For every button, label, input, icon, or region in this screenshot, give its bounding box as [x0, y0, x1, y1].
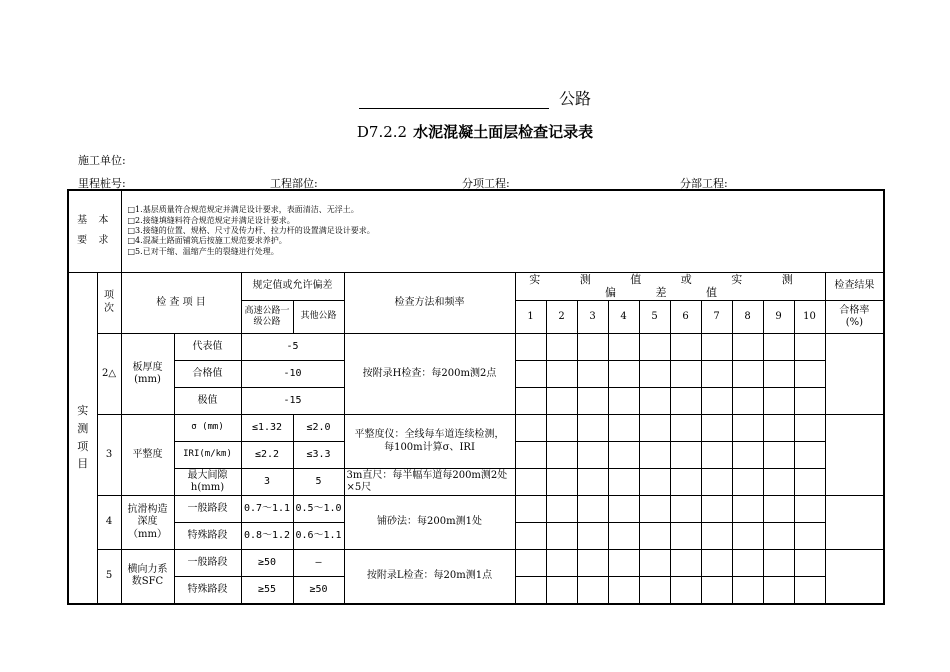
measurement-cell[interactable]: [670, 550, 701, 577]
item-name: 横向力系数SFC: [121, 550, 174, 604]
measurement-cell[interactable]: [763, 415, 794, 442]
measurement-cell[interactable]: [639, 469, 670, 496]
measurement-cell[interactable]: [546, 496, 577, 523]
item-no: 4: [97, 496, 121, 550]
measurement-cell[interactable]: [794, 334, 825, 361]
measurement-cell[interactable]: [732, 442, 763, 469]
measurement-cell[interactable]: [546, 361, 577, 388]
measurement-cell[interactable]: [732, 388, 763, 415]
measurement-cell[interactable]: [639, 550, 670, 577]
measurement-cell[interactable]: [670, 469, 701, 496]
method: 按附录H检查：每200m测2点: [344, 334, 515, 415]
measurement-cell[interactable]: [670, 361, 701, 388]
measurement-cell[interactable]: [577, 415, 608, 442]
measurement-cell[interactable]: [608, 469, 639, 496]
measurement-cell[interactable]: [577, 523, 608, 550]
measurement-cell[interactable]: [577, 442, 608, 469]
measurement-cell[interactable]: [639, 361, 670, 388]
pass-rate-cell[interactable]: [825, 334, 884, 415]
other-value: ≤3.3: [293, 442, 344, 469]
measurement-cell[interactable]: [763, 442, 794, 469]
measurement-cell[interactable]: [794, 577, 825, 604]
measurement-cell[interactable]: [670, 496, 701, 523]
measurement-cell[interactable]: [515, 442, 546, 469]
measurement-cell[interactable]: [546, 442, 577, 469]
method: 铺砂法：每200m测1处: [344, 496, 515, 550]
sub-item: 一般路段: [174, 496, 241, 523]
measurement-cell[interactable]: [639, 334, 670, 361]
item-name: 板厚度(mm): [121, 334, 174, 415]
division-label: 分部工程:: [680, 177, 728, 190]
measurement-cell[interactable]: [546, 334, 577, 361]
form-title-text: 水泥混凝土面层检查记录表: [413, 123, 594, 141]
highway-value: ≤2.2: [241, 442, 293, 469]
measurement-cell[interactable]: [763, 523, 794, 550]
spec-header: 规定值或允许偏差: [241, 272, 344, 301]
measurement-cell[interactable]: [546, 550, 577, 577]
measurement-cell[interactable]: [608, 442, 639, 469]
measurement-cell[interactable]: [732, 577, 763, 604]
measurement-cell[interactable]: [515, 523, 546, 550]
measurement-cell[interactable]: [546, 523, 577, 550]
measurement-cell[interactable]: [577, 469, 608, 496]
item-no-header: 项次: [97, 272, 121, 334]
measurement-cell[interactable]: [670, 415, 701, 442]
basic-requirements-list: [121, 190, 884, 272]
col-5: 5: [639, 301, 670, 334]
col-4: 4: [608, 301, 639, 334]
table-row: [68, 550, 884, 577]
measurement-cell[interactable]: [608, 550, 639, 577]
measurement-cell[interactable]: [639, 496, 670, 523]
measurement-cell[interactable]: [732, 334, 763, 361]
work-part-label: 工程部位:: [270, 177, 318, 190]
pass-rate-cell[interactable]: [825, 496, 884, 550]
col-2: 2: [546, 301, 577, 334]
measurement-cell[interactable]: [701, 523, 732, 550]
sub-item: IRI(m/km): [174, 442, 241, 469]
other-road-header: 其他公路: [293, 301, 344, 334]
measurement-cell[interactable]: [794, 469, 825, 496]
road-suffix: 公路: [558, 89, 591, 108]
measurement-cell[interactable]: [639, 442, 670, 469]
measurement-cell[interactable]: [763, 388, 794, 415]
measurement-cell[interactable]: [701, 577, 732, 604]
measurement-cell[interactable]: [577, 388, 608, 415]
sub-item-label: 分项工程:: [462, 177, 510, 190]
requirement-1[interactable]: □1.基层质量符合规范规定并满足设计要求，表面清洁、无浮土。: [127, 205, 359, 215]
col-7: 7: [701, 301, 732, 334]
measurement-cell[interactable]: [515, 577, 546, 604]
spec-value: -10: [241, 361, 344, 388]
highway-value: ≥55: [241, 577, 293, 604]
measurement-cell[interactable]: [794, 523, 825, 550]
item-name: 抗滑构造深度（mm）: [121, 496, 174, 550]
measured-values-header: 实 测 值 或 实 测 偏 差 值: [515, 272, 825, 301]
highway-value: 3: [241, 469, 293, 496]
measurement-cell[interactable]: [732, 496, 763, 523]
col-6: 6: [670, 301, 701, 334]
requirement-5[interactable]: □5.已对干缩、温缩产生的裂缝进行处理。: [127, 246, 279, 256]
measurement-cell[interactable]: [701, 550, 732, 577]
road-name-blank: [359, 92, 549, 109]
highway-value: ≥50: [241, 550, 293, 577]
measurement-cell[interactable]: [701, 442, 732, 469]
measurement-cell[interactable]: [732, 415, 763, 442]
highway-value: ≤1.32: [241, 415, 293, 442]
measurement-cell[interactable]: [608, 334, 639, 361]
measurement-cell[interactable]: [577, 334, 608, 361]
other-value: —: [293, 550, 344, 577]
measured-items-label: 实 测 项 目: [68, 272, 97, 604]
sub-item: 合格值: [174, 361, 241, 388]
pass-rate-cell[interactable]: [825, 415, 884, 496]
measurement-cell[interactable]: [794, 550, 825, 577]
item-no: 5: [97, 550, 121, 604]
method-header: 检查方法和频率: [344, 272, 515, 334]
measurement-cell[interactable]: [701, 334, 732, 361]
measurement-cell[interactable]: [639, 577, 670, 604]
measurement-cell[interactable]: [515, 334, 546, 361]
measurement-cell[interactable]: [670, 523, 701, 550]
col-10: 10: [794, 301, 825, 334]
pass-rate-header: 合格率(%): [825, 301, 884, 334]
measurement-cell[interactable]: [763, 496, 794, 523]
measurement-cell[interactable]: [732, 523, 763, 550]
measurement-cell[interactable]: [577, 496, 608, 523]
sub-item: 代表值: [174, 334, 241, 361]
measurement-cell[interactable]: [577, 361, 608, 388]
measurement-cell[interactable]: [701, 361, 732, 388]
highway-header: 高速公路一级公路: [241, 301, 293, 334]
method: 按附录L检查：每20m测1点: [344, 550, 515, 604]
basic-requirements-label: 基 本 要 求: [68, 190, 121, 272]
measurement-cell[interactable]: [763, 550, 794, 577]
measurement-cell[interactable]: [515, 361, 546, 388]
measurement-cell[interactable]: [763, 361, 794, 388]
measurement-cell[interactable]: [608, 388, 639, 415]
highway-value: 0.7～1.1: [241, 496, 293, 523]
other-value: 0.6～1.1: [293, 523, 344, 550]
other-value: 5: [293, 469, 344, 496]
table-row: [68, 334, 884, 361]
measurement-cell[interactable]: [577, 577, 608, 604]
measurement-cell[interactable]: [763, 334, 794, 361]
measurement-cell[interactable]: [608, 361, 639, 388]
measurement-cell[interactable]: [608, 415, 639, 442]
method: 平整度仪：全线每车道连续检测，每100m计算σ、IRI: [344, 415, 515, 469]
spec-value: -15: [241, 388, 344, 415]
requirement-2[interactable]: □2.接缝填缝料符合规范规定并满足设计要求。: [127, 215, 295, 225]
measurement-cell[interactable]: [701, 469, 732, 496]
measurement-cell[interactable]: [608, 577, 639, 604]
measurement-cell[interactable]: [639, 388, 670, 415]
col-3: 3: [577, 301, 608, 334]
measurement-cell[interactable]: [670, 577, 701, 604]
measurement-cell[interactable]: [546, 388, 577, 415]
measurement-cell[interactable]: [794, 388, 825, 415]
measurement-cell[interactable]: [546, 415, 577, 442]
sub-item: σ (mm): [174, 415, 241, 442]
measurement-cell[interactable]: [732, 550, 763, 577]
sub-item: 特殊路段: [174, 523, 241, 550]
pass-rate-cell[interactable]: [825, 550, 884, 604]
table-row: [68, 469, 884, 496]
measurement-cell[interactable]: [794, 442, 825, 469]
measurement-cell[interactable]: [639, 523, 670, 550]
measurement-cell[interactable]: [515, 550, 546, 577]
measurement-cell[interactable]: [670, 442, 701, 469]
measurement-cell[interactable]: [732, 361, 763, 388]
measurement-cell[interactable]: [515, 469, 546, 496]
measurement-cell[interactable]: [701, 388, 732, 415]
measurement-cell[interactable]: [608, 496, 639, 523]
other-value: ≤2.0: [293, 415, 344, 442]
col-1: 1: [515, 301, 546, 334]
highway-value: 0.8～1.2: [241, 523, 293, 550]
spec-value: -5: [241, 334, 344, 361]
construction-unit-label: 施工单位:: [78, 154, 126, 167]
measurement-cell[interactable]: [732, 469, 763, 496]
measurement-cell[interactable]: [515, 388, 546, 415]
measurement-cell[interactable]: [763, 577, 794, 604]
other-value: ≥50: [293, 577, 344, 604]
measurement-cell[interactable]: [670, 334, 701, 361]
col-8: 8: [732, 301, 763, 334]
measurement-cell[interactable]: [546, 469, 577, 496]
table-row: [68, 415, 884, 442]
item-name: 平整度: [121, 415, 174, 496]
measurement-cell[interactable]: [794, 496, 825, 523]
inspection-table: [67, 189, 885, 605]
mileage-label: 里程桩号:: [78, 177, 126, 190]
measurement-cell[interactable]: [794, 415, 825, 442]
measurement-cell[interactable]: [577, 550, 608, 577]
measurement-cell[interactable]: [701, 496, 732, 523]
result-header: 检查结果: [825, 272, 884, 301]
requirement-4[interactable]: □4.混凝土路面铺筑后按施工规范要求养护。: [127, 236, 287, 246]
sub-item: 特殊路段: [174, 577, 241, 604]
measurement-cell[interactable]: [794, 361, 825, 388]
measurement-cell[interactable]: [701, 415, 732, 442]
road-title: [0, 86, 950, 109]
form-title: [0, 121, 950, 142]
basic-requirements-row: [68, 190, 884, 272]
item-no: 3: [97, 415, 121, 496]
table-row: [68, 496, 884, 523]
col-9: 9: [763, 301, 794, 334]
header-row-1: [68, 272, 884, 301]
sub-item: 极值: [174, 388, 241, 415]
sub-item: 最大间隙h(mm): [174, 469, 241, 496]
measurement-cell[interactable]: [546, 577, 577, 604]
other-value: 0.5～1.0: [293, 496, 344, 523]
method: 3m直尺：每半幅车道每200m测2处×5尺: [344, 469, 515, 496]
measurement-cell[interactable]: [515, 415, 546, 442]
item-no: 2△: [97, 334, 121, 415]
measurement-cell[interactable]: [763, 469, 794, 496]
measurement-cell[interactable]: [608, 523, 639, 550]
measurement-cell[interactable]: [639, 415, 670, 442]
requirement-3[interactable]: □3.接缝的位置、规格、尺寸及传力杆、拉力杆的设置满足设计要求。: [127, 226, 375, 236]
measurement-cell[interactable]: [670, 388, 701, 415]
form-code: D7.2.2: [356, 123, 408, 141]
check-item-header: 检 查 项 目: [121, 272, 241, 334]
sub-item: 一般路段: [174, 550, 241, 577]
measurement-cell[interactable]: [515, 496, 546, 523]
